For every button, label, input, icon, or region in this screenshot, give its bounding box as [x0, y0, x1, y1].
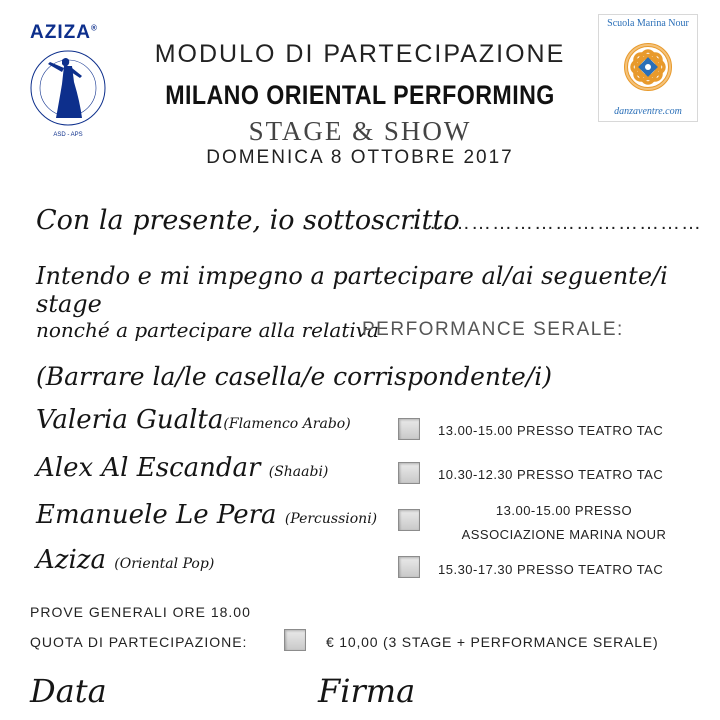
flower-emblem-icon — [617, 33, 679, 101]
declaration-line: Con la presente, io sottoscritto — [36, 205, 460, 236]
signature-label: Firma — [318, 672, 416, 710]
teacher-name: Alex Al Escandar — [36, 453, 261, 483]
aziza-brand-text: AZIZA® — [30, 22, 98, 43]
stage-2-time: 10.30-12.30 PRESSO TEATRO TAC — [438, 467, 664, 482]
marina-nour-logo — [598, 14, 698, 122]
teacher-name: Aziza — [36, 545, 106, 575]
stage-teacher-2 — [36, 453, 328, 483]
stage-2-checkbox[interactable] — [398, 462, 420, 484]
teacher-name: Valeria Gualta — [36, 405, 224, 435]
stage-3-checkbox[interactable] — [398, 509, 420, 531]
stage-teacher-3 — [36, 500, 377, 530]
event-title: MILANO ORIENTAL PERFORMING — [165, 80, 555, 110]
teacher-style: (Shaabi) — [268, 464, 329, 480]
performance-intro-line: nonché a partecipare alla relativa — [36, 318, 379, 342]
stage-1-checkbox[interactable] — [398, 418, 420, 440]
dancer-emblem-icon — [28, 46, 108, 140]
form-title: MODULO DI PARTECIPAZIONE — [154, 40, 566, 68]
rehearsal-time: PROVE GENERALI ORE 18.00 — [30, 604, 251, 620]
teacher-name: Emanuele Le Pera — [36, 500, 277, 530]
fee-value: € 10,00 (3 STAGE + PERFORMANCE SERALE) — [326, 634, 659, 650]
aziza-logo — [28, 20, 108, 140]
stage-teacher-4 — [36, 545, 214, 575]
marina-nour-website: danzaventre.com — [614, 106, 682, 117]
stage-4-checkbox[interactable] — [398, 556, 420, 578]
fee-label: QUOTA DI PARTECIPAZIONE: — [30, 634, 248, 650]
stage-1-time: 13.00-15.00 PRESSO TEATRO TAC — [438, 423, 664, 438]
stage-3-time-line1: 13.00-15.00 PRESSO — [495, 503, 633, 518]
commitment-line: Intendo e mi impegno a partecipare al/ai seguente/i stage — [36, 262, 668, 318]
stage-teacher-1 — [36, 405, 351, 435]
event-subtitle: STAGE & SHOW — [248, 116, 472, 146]
instructions-line: (Barrare la/le casella/e corrispondente/i) — [36, 362, 553, 391]
fee-checkbox[interactable] — [284, 629, 306, 651]
name-fill-line[interactable]: …………………………………… — [408, 212, 702, 234]
date-label: Data — [30, 672, 107, 710]
performance-serale-label: PERFORMANCE SERALE: — [362, 319, 624, 340]
stage-3-time — [444, 503, 684, 542]
svg-text:ASD - APS: ASD - APS — [53, 132, 83, 138]
stage-3-time-line2: ASSOCIAZIONE MARINA NOUR — [461, 527, 667, 542]
event-date: DOMENICA 8 OTTOBRE 2017 — [206, 147, 514, 168]
teacher-style: (Oriental Pop) — [114, 556, 215, 572]
marina-nour-name: Scuola Marina Nour — [607, 18, 689, 29]
teacher-style: (Percussioni) — [284, 511, 378, 527]
stage-4-time: 15.30-17.30 PRESSO TEATRO TAC — [438, 562, 664, 577]
teacher-style: (Flamenco Arabo) — [223, 416, 351, 432]
